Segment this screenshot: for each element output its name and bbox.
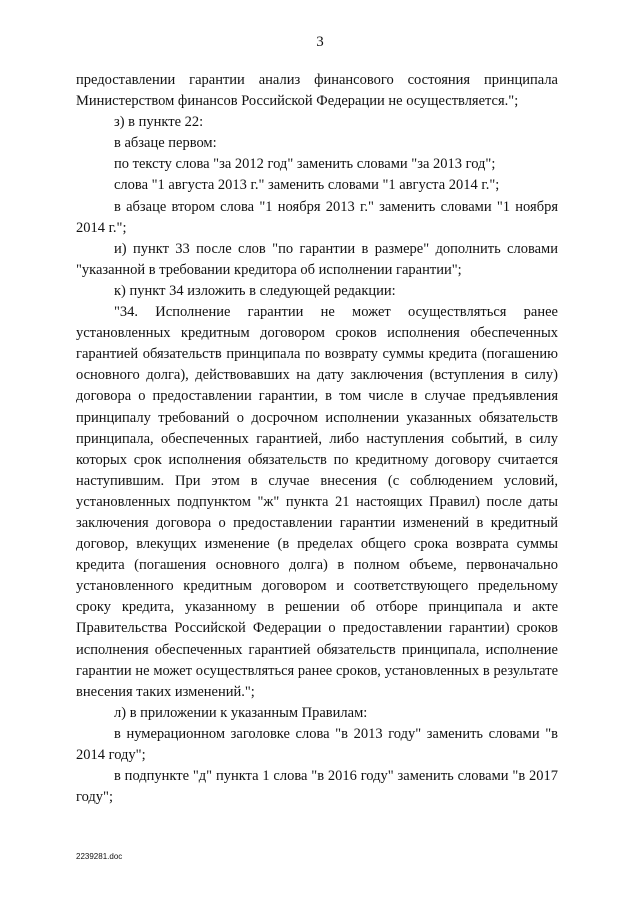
- paragraph-heading-replace: в нумерационном заголовке слова "в 2013 году" заменить словами "в 2014 году";: [76, 725, 558, 763]
- paragraph-subitem-d: в подпункте "д" пункта 1 слова "в 2016 году" заменить словами "в 2017 году";: [76, 768, 558, 806]
- paragraph-replace-november: в абзаце втором слова "1 ноября 2013 г." заменить словами "1 ноября 2014 г.";: [76, 198, 558, 236]
- paragraph-item-i: и) пункт 33 после слов "по гарантии в размере" дополнить словами "указанной в требовании кредитора об исполнении гарантии";: [76, 240, 558, 278]
- paragraph-continuation: предоставлении гарантии анализ финансового состояния принципала Министерством финансов Российской Федерации не осуществляется.";: [76, 72, 558, 110]
- paragraph-replace-august: слова "1 августа 2013 г." заменить словами "1 августа 2014 г.";: [114, 177, 500, 194]
- paragraph-item-z: з) в пункте 22:: [114, 114, 204, 131]
- paragraph-replace-year: по тексту слова "за 2012 год" заменить словами "за 2013 год";: [114, 156, 496, 173]
- paragraph-clause-34: "34. Исполнение гарантии не может осуществляться ранее установленных кредитным договором сроков исполнения обеспеченных гарантией обязательств принципала по возврату суммы кредита (погашению основного долга), действовавших на дату заключения (вступления в силу) договора о предоставлении гарантии, в том числе в случае предъявления принципалу требований о досрочном исполнении указанных обязательств принципала, обеспеченных гарантией, либо наступления событий, в силу которых срок исполнения обязательств по кредитному договору считается наступившим. При этом в случае внесения (с соблюдением условий, установленных подпунктом "ж" пункта 21 настоящих Правил) после даты заключения договора о предоставлении гарантии изменений в кредитный договор, влекущих изменение (в пределах общего срока возврата суммы кредита (погашения основного долга) в полном объеме, первоначально установленного кредитным договором и соответствующего предельному сроку кредита, указанному в решении об отборе принципала и акте Правительства Российской Федерации о предоставлении гарантии) сроков исполнения обеспеченных гарантией обязательств принципала, исполнение гарантии не может осуществляться ранее сроков, установленных в результате внесения таких изменений.";: [76, 304, 558, 700]
- paragraph-item-k: к) пункт 34 изложить в следующей редакции:: [114, 282, 396, 299]
- paragraph-item-l: л) в приложении к указанным Правилам:: [114, 704, 368, 721]
- document-body: [76, 70, 558, 808]
- page-number: 3: [316, 34, 324, 50]
- paragraph-first-abzac: в абзаце первом:: [114, 135, 217, 152]
- footer-filename: 2239281.doc: [76, 852, 123, 861]
